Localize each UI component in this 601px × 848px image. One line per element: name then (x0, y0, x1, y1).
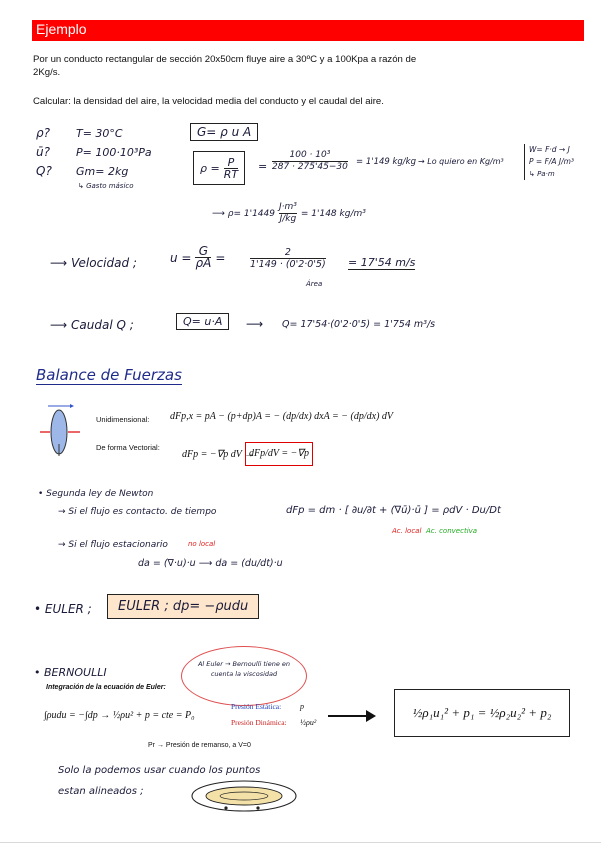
density-calc-num: 100 · 10³ (272, 150, 348, 162)
dynamic-pressure-label: Presión Dinámica: (231, 718, 287, 727)
given-sub-note: ↳ Gasto másico (78, 182, 134, 190)
density-line2 (212, 202, 366, 225)
vectorial-result-box: dFp/dV = −∇p (245, 442, 313, 466)
newton-line1-condition: → Si el flujo es contacto. de tiempo (58, 507, 217, 517)
bernoulli-result-box: ½ρ₁u₁² + p₁ = ½ρ₂u₂² + p₂ (394, 689, 570, 737)
flow-label: ⟶ Caudal Q ; (50, 318, 134, 332)
side-note-work: W= F·d → J (529, 145, 570, 154)
page-title: Ejemplo (36, 21, 87, 37)
flow-result: Q= 17'54·(0'2·0'5) = 1'754 m³/s (282, 319, 436, 330)
newton-heading: • Segunda ley de Newton (38, 489, 154, 499)
euler-equation-box: EULER ; dp= −ρudu (107, 594, 259, 619)
unidimensional-label: Unidimensional: (96, 415, 150, 424)
integration-title: Integración de la ecuación de Euler: (46, 684, 166, 691)
velocity-area-note: Área (306, 280, 323, 288)
pipe-element-sketch (38, 402, 84, 460)
density-calc (272, 150, 348, 173)
density-formula-box (193, 151, 245, 185)
unidimensional-equation: dFp,x = pA − (p+dp)A = − (dp/dx) dxA = − (dp/dx) dV (170, 411, 394, 422)
velocity-calc-num: 2 (250, 247, 326, 259)
velocity-num: G (195, 246, 211, 258)
given-pressure: P= 100·10³Pa (76, 146, 152, 159)
density-line2-prefix: ⟶ ρ= 1'1449 (212, 208, 275, 219)
dynamic-pressure-value: ½ρu² (300, 718, 317, 727)
euler-label: • EULER ; (34, 602, 92, 616)
static-pressure-value: p (300, 702, 304, 711)
side-notes (524, 144, 574, 180)
unknowns-list (36, 124, 52, 181)
unknown-density: ρ? (36, 126, 50, 140)
flow-arrow: ⟶ (246, 317, 264, 331)
density-line2-num: J·m³ (278, 202, 297, 212)
right-arrow-icon (328, 709, 376, 723)
density-num: P (224, 157, 238, 169)
bernoulli-label: • BERNOULLI (34, 666, 107, 679)
title-banner (32, 20, 584, 41)
velocity-formula (170, 246, 225, 269)
problem-statement: Por un conducto rectangular de sección 20x50cm fluye aire a 30ºC y a 100Kpa a razón de 2Kg/s. (33, 54, 417, 78)
local-acceleration-label: Ac. local (392, 527, 422, 535)
unknown-velocity: ū? (36, 145, 50, 159)
integration-equation: ∫ρudu = −∫dp → ½ρu² + p = cte = P₀ (44, 710, 195, 721)
velocity-calc-den: 1'149 · (0'2·0'5) (250, 259, 326, 270)
remanso-note: Pr → Presión de remanso, a V=0 (148, 742, 251, 749)
problem-question: Calcular: la densidad del aire, la velocidad media del conducto y el caudal del aire. (33, 96, 384, 107)
density-calc-den: 287 · 275'45−30 (272, 162, 348, 172)
density-unit-note: → Lo quiero en Kg/m³ (418, 157, 504, 166)
vectorial-label: De forma Vectorial: (96, 443, 160, 452)
convective-acceleration-label: Ac. convectiva (426, 527, 478, 535)
density-result: = 1'149 kg/kg (356, 157, 416, 167)
viscosity-note-bubble: Al Euler → Bernoulli tiene en cuenta la viscosidad (181, 646, 307, 706)
mass-flow-formula-box: G= ρ u A (190, 123, 258, 141)
density-line2-result: = 1'148 kg/m³ (300, 208, 366, 219)
given-temperature: T= 30°C (76, 127, 123, 140)
newton-line1-equation: dFp = dm · [ ∂u/∂t + (∇ū)·ū ] = ρdV · Du/Dt (286, 505, 501, 516)
givens-list (76, 124, 152, 181)
side-note-sub: ↳ Pa·m (529, 170, 555, 178)
balance-heading: Balance de Fuerzas (36, 366, 182, 384)
acceleration-line: da = (∇·u)·u ⟶ da = (du/dt)·u (138, 558, 283, 569)
final-note-line2: estan alineados ; (58, 786, 144, 797)
density-eq: = (258, 160, 268, 173)
density-line2-den: J/kg (279, 214, 297, 224)
side-note-pressure: P = F/A J/m³ (529, 157, 574, 166)
vectorial-equation: dFp = −∇p dV → (182, 449, 255, 460)
no-local-note: no local (188, 540, 216, 548)
velocity-result: = 17'54 m/s (348, 256, 416, 269)
flow-formula-box: Q= u·A (176, 313, 229, 330)
given-mass-flow: Gm= 2kg (76, 165, 129, 178)
velocity-den: ρA (195, 256, 212, 270)
velocity-label: ⟶ Velocidad ; (50, 256, 137, 270)
velocity-calc (250, 247, 326, 270)
density-lhs: ρ = (200, 161, 220, 175)
unknown-flow: Q? (36, 164, 52, 178)
final-note-line1: Solo la podemos usar cuando los puntos (58, 765, 261, 776)
velocity-lhs: u = (170, 250, 192, 265)
velocity-eq: = (215, 250, 226, 265)
newton-line2-condition: → Si el flujo estacionario (58, 540, 168, 550)
density-den: RT (223, 167, 239, 181)
static-pressure-label: Presión Estática: (231, 702, 282, 711)
streamline-sketch (188, 778, 300, 814)
page-divider (0, 842, 601, 843)
